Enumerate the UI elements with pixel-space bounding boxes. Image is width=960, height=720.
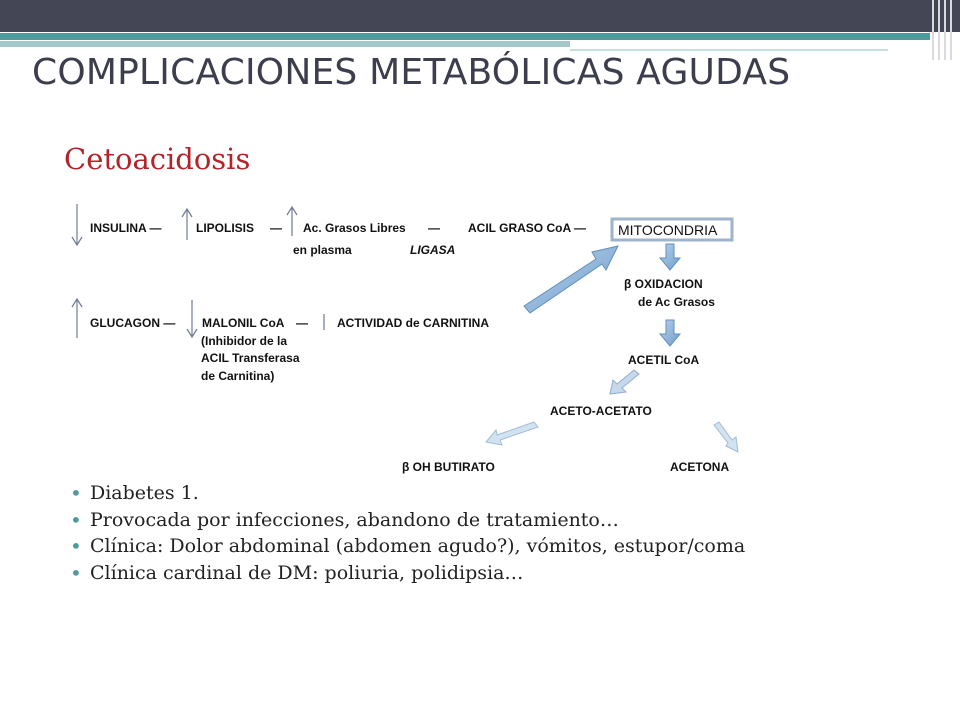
down-thin-arrow-icon [187,300,197,337]
up-thin-arrow-icon [182,209,192,240]
bullet-item: • Provocada por infecciones, abandono de tratamiento… [70,507,745,534]
ac-grasos-libres-label: Ac. Grasos Libres [303,221,406,235]
ligasa-label: LIGASA [410,243,456,257]
slide-title: COMPLICACIONES METABÓLICAS AGUDAS [32,52,791,93]
en-plasma-label: en plasma [293,243,352,257]
bullet-item: • Clínica cardinal de DM: poliuria, polidipsia… [70,560,745,587]
accent-line [570,49,888,51]
block-arrow-icon [610,370,639,394]
up-thin-arrow-icon [287,207,297,236]
accent-band [0,33,930,40]
down-thin-arrow-icon [72,204,82,245]
bullet-item: • Diabetes 1. [70,480,745,507]
bullet-item: • Clínica: Dolor abdominal (abdomen agudo?), vómitos, estupor/coma [70,533,745,560]
actividad-carnitina-label: ACTIVIDAD de CARNITINA [337,316,489,330]
accent-band-light [0,41,570,47]
inhibidor-line-3: de Carnitina) [201,369,275,383]
ketoacidosis-pathway-diagram [60,196,760,480]
lipolisis-label: LIPOLISIS [196,221,255,235]
bullet-list [70,480,745,586]
glucagon-label: GLUCAGON — [90,316,176,330]
slide-subtitle: Cetoacidosis [64,142,251,176]
acetona-label: ACETONA [670,460,730,474]
dash-3: — [296,316,308,330]
up-thin-arrow-icon [72,299,82,338]
beta-oxidacion-line-2: de Ac Grasos [638,295,715,309]
acetil-coa-label: ACETIL CoA [628,353,700,367]
mitocondria-label: MITOCONDRIA [618,222,718,238]
acil-graso-coa-label: ACIL GRASO CoA — [468,221,587,235]
top-bar [0,0,960,32]
block-arrow-icon [660,244,680,270]
inhibidor-line-1: (Inhibidor de la [201,334,287,348]
dash-2: — [428,221,440,235]
block-arrow-icon [714,422,738,452]
beta-oh-butirato-label: β OH BUTIRATO [402,460,495,474]
corner-stripes [930,0,954,60]
malonil-coa-label: MALONIL CoA [202,316,285,330]
block-arrow-icon [486,422,538,445]
block-arrow-icon [524,246,618,313]
aceto-acetato-label: ACETO-ACETATO [550,404,652,418]
inhibidor-line-2: ACIL Transferasa [201,351,300,365]
block-arrow-icon [660,320,680,346]
dash-1: — [270,221,282,235]
insulina-label: INSULINA — [90,221,162,235]
beta-oxidacion-line-1: β OXIDACION [624,277,703,291]
